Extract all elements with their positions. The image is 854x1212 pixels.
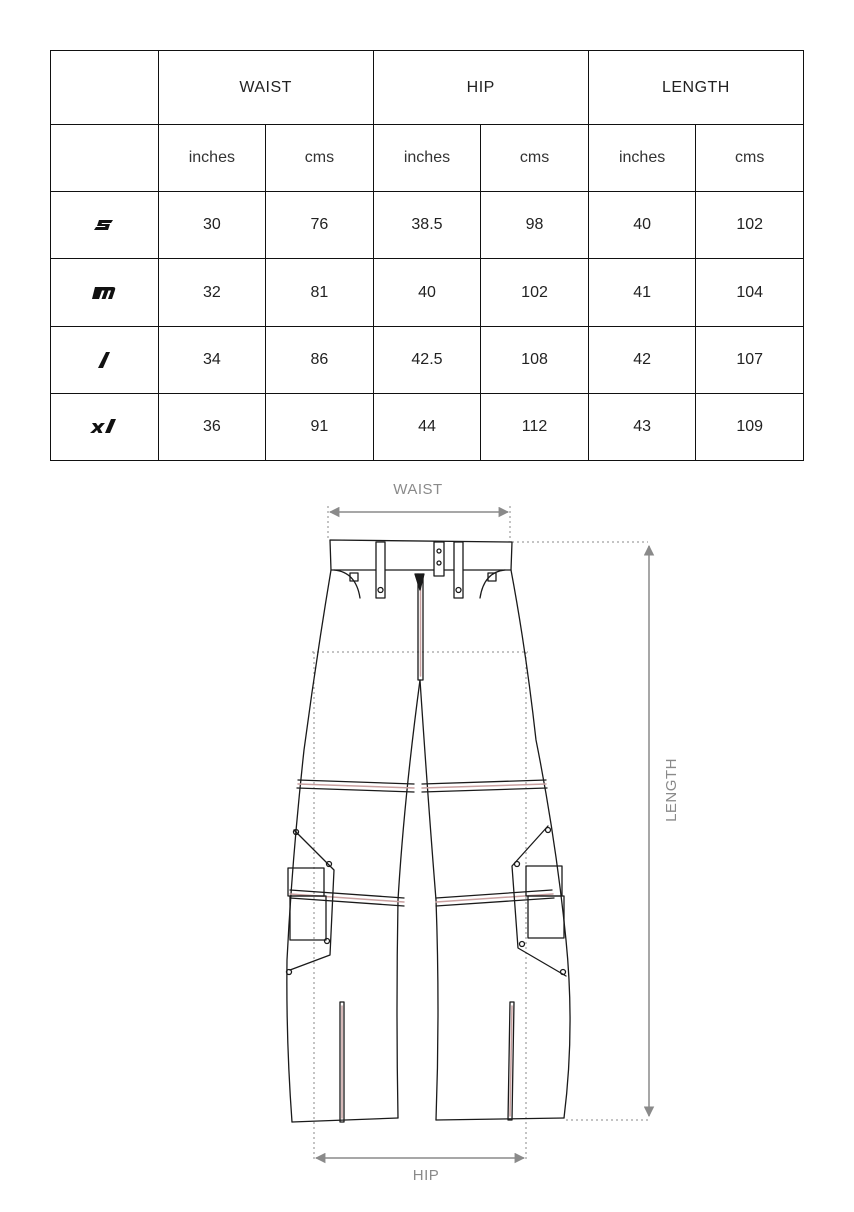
size-m-glyph-icon	[51, 259, 159, 326]
size-s-glyph-icon	[51, 192, 159, 259]
hip-label: HIP	[412, 1167, 440, 1184]
table-cell: 109	[696, 393, 804, 460]
corner-cell	[51, 51, 159, 125]
table-cell: 30	[158, 192, 266, 259]
table-row	[51, 259, 804, 326]
group-header-row	[51, 51, 804, 125]
table-cell: 42	[588, 326, 696, 393]
table-cell: 76	[266, 192, 374, 259]
table-cell: 107	[696, 326, 804, 393]
unit-header: cms	[696, 125, 804, 192]
table-cell: 40	[373, 259, 481, 326]
table-cell: 42.5	[373, 326, 481, 393]
table-row	[51, 326, 804, 393]
length-dimension	[512, 542, 680, 1120]
table-cell: 38.5	[373, 192, 481, 259]
unit-header: cms	[481, 125, 589, 192]
size-chart-table	[50, 50, 804, 461]
unit-header: inches	[588, 125, 696, 192]
table-cell: 43	[588, 393, 696, 460]
table-cell: 32	[158, 259, 266, 326]
length-header: LENGTH	[588, 51, 803, 125]
length-label: LENGTH	[663, 758, 680, 822]
corner-cell	[51, 125, 159, 192]
table-cell: 91	[266, 393, 374, 460]
waist-header: WAIST	[158, 51, 373, 125]
hip-header: HIP	[373, 51, 588, 125]
unit-header: inches	[158, 125, 266, 192]
table-cell: 102	[481, 259, 589, 326]
table-cell: 36	[158, 393, 266, 460]
table-cell: 34	[158, 326, 266, 393]
table-cell: 104	[696, 259, 804, 326]
size-xl-glyph-icon	[51, 393, 159, 460]
table-cell: 112	[481, 393, 589, 460]
table-cell: 102	[696, 192, 804, 259]
unit-header: cms	[266, 125, 374, 192]
table-cell: 98	[481, 192, 589, 259]
table-row	[51, 393, 804, 460]
waist-label: WAIST	[393, 481, 443, 498]
unit-header-row	[51, 125, 804, 192]
table-cell: 86	[266, 326, 374, 393]
table-cell: 81	[266, 259, 374, 326]
table-cell: 44	[373, 393, 481, 460]
table-cell: 108	[481, 326, 589, 393]
waist-dimension	[328, 481, 510, 540]
table-cell: 41	[588, 259, 696, 326]
cargo-pants-outline-icon	[287, 540, 571, 1122]
measurement-diagram	[0, 460, 854, 1212]
size-l-glyph-icon	[51, 326, 159, 393]
unit-header: inches	[373, 125, 481, 192]
table-row	[51, 192, 804, 259]
table-cell: 40	[588, 192, 696, 259]
